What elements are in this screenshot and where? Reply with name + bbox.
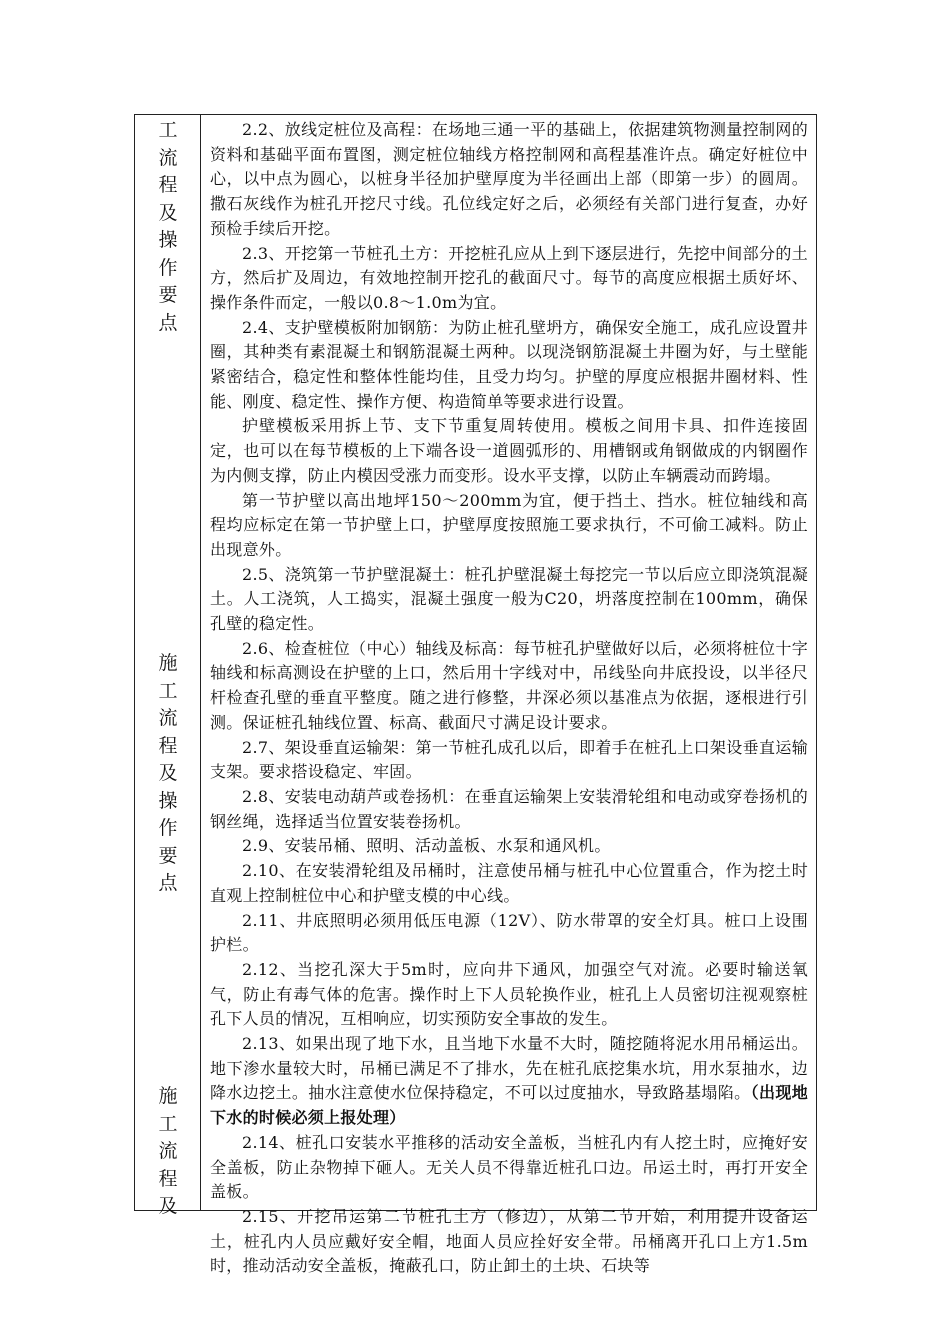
label-char: 作	[158, 256, 178, 279]
section-label-column	[135, 115, 201, 1217]
paragraph-2-14: 2.14、桩孔口安装水平推移的活动安全盖板，当桩孔内有人挖土时，应掩好安全盖板，防止杂物掉下砸人。无关人员不得靠近桩孔口边。吊运土时，再打开安全盖板。	[210, 1132, 808, 1202]
paragraph-2-12: 2.12、当挖孔深大于5m时，应向井下通风，加强空气对流。必要时输送氧气，防止有毒气体的危害。操作时上下人员轮换作业，桩孔上人员密切注视观察桩孔下人员的情况，互相响应，切实预防安全事故的发生。	[210, 959, 808, 1029]
label-char: 及	[158, 201, 178, 224]
paragraph-2-2: 2.2、放线定桩位及高程：在场地三通一平的基础上，依据建筑物测量控制网的资料和基础平面布置图，测定桩位轴线方格控制网和高程基准许点。确定好桩位中心，以中点为圆心，以桩身半径加护壁厚度为半径画出上部（即第一步）的圆周。撒石灰线作为桩孔开挖尺寸线。孔位线定好之后，必须经有关部门进行复查，办好预检手续后开挖。	[210, 120, 808, 238]
label-char: 点	[158, 872, 178, 894]
paragraph-formwork: 护壁模板采用拆上节、支下节重复周转使用。模板之间用卡具、扣件连接固定，也可以在每节模板的上下端各设一道圆弧形的、用槽钢或角钢做成的内钢圈作为内侧支撑，防止内模因受涨力而变形。设水平支撑，以防止车辆震动而跨塌。	[210, 416, 808, 485]
paragraph-2-6: 2.6、检查桩位（中心）轴线及标高：每节桩孔护壁做好以后，必须将桩位十字轴线和标高测设在护壁的上口，然后用十字线对中，吊线坠向井底投设，以半径尺杆检查孔壁的垂直平整度。随之进行修整，井深必须以基准点为依据，逐根进行引测。保证桩孔轴线位置、标高、截面尺寸满足设计要求。	[210, 638, 808, 732]
label-char: 要	[158, 844, 178, 867]
label-char: 程	[158, 734, 178, 757]
label-char: 流	[158, 1140, 178, 1162]
section-label-middle	[135, 650, 201, 898]
label-char: 要	[158, 284, 178, 306]
section-label-bottom	[135, 1083, 201, 1221]
label-char: 施	[158, 1085, 178, 1107]
label-char: 工	[158, 119, 178, 141]
paragraph-2-4: 2.4、支护壁模板附加钢筋：为防止桩孔壁坍方，确保安全施工，成孔应设置井圈，其种类有素混凝土和钢筋混凝土两种。以现浇钢筋混凝土井圈为好，与土壁能紧密结合，稳定性和整体性能均佳，且受力均匀。护壁的厚度应根据井圈材料、性能、刚度、稳定性、操作方便、构造简单等要求进行设置。	[210, 317, 808, 411]
paragraph-2-8: 2.8、安装电动葫芦或卷扬机：在垂直运输架上安装滑轮组和电动或穿卷扬机的钢丝绳，选择适当位置安装卷扬机。	[210, 786, 808, 831]
paragraph-first-wall: 第一节护壁以高出地坪150～200mm为宜，便于挡土、挡水。桩位轴线和高程均应标定在第一节护壁上口，护壁厚度按照施工要求执行，不可偷工减料。防止出现意外。	[210, 490, 808, 559]
paragraph-2-9: 2.9、安装吊桶、照明、活动盖板、水泵和通风机。	[242, 836, 611, 856]
paragraph-2-13-bold-note: （出现地下水的时候必须上报处理）	[210, 1083, 809, 1128]
paragraph-2-13	[210, 1032, 808, 1131]
label-char: 作	[158, 817, 178, 839]
paragraph-2-10: 2.10、在安装滑轮组及吊桶时，注意使吊桶与桩孔中心位置重合，作为挖土时直观上控制桩位中心和护壁支模的中心线。	[210, 861, 808, 905]
content-column	[201, 115, 816, 1276]
construction-table	[134, 114, 817, 1276]
label-char: 点	[158, 311, 178, 334]
label-char: 程	[158, 1167, 178, 1190]
paragraph-2-15: 2.15、开挖吊运第二节桩孔土方（修边），从第二节开始，利用提升设备运土，桩孔内人员应戴好安全帽，地面人员应拴好安全带。吊桶离开孔口上方1.5m时，推动活动安全盖板，掩蔽孔口，防止卸土的土块、石块等	[210, 1206, 808, 1276]
label-char: 操	[158, 229, 178, 251]
label-char: 操	[158, 789, 178, 812]
label-char: 及	[158, 1195, 178, 1217]
paragraph-2-5: 2.5、浇筑第一节护壁混凝土：桩孔护壁混凝土每挖完一节以后应立即浇筑混凝土。人工浇筑，人工捣实，混凝土强度一般为C20，坍落度控制在100mm，确保孔壁的稳定性。	[210, 564, 808, 634]
label-char: 流	[158, 707, 178, 729]
paragraph-2-13-text: 2.13、如果出现了地下水，且当地下水量不大时，随挖随将泥水用吊桶运出。地下渗水量较大时，吊桶已满足不了排水，先在桩孔底挖集水坑，用水泵抽水，边降水边挖土。抽水注意使水位保持稳定，不可以过度抽水，导致路基塌陷。	[210, 1034, 808, 1103]
label-char: 工	[158, 1112, 178, 1135]
label-char: 程	[158, 174, 178, 196]
label-char: 工	[158, 679, 178, 702]
label-char: 流	[158, 146, 178, 169]
paragraph-2-3: 2.3、开挖第一节桩孔土方：开挖桩孔应从上到下逐层进行，先挖中间部分的土方，然后扩及周边，有效地控制开挖孔的截面尺寸。每节的高度应根据土质好坏、操作条件而定，一般以0.8～1.0m为宜。	[210, 243, 808, 312]
paragraph-2-7: 2.7、架设垂直运输架：第一节桩孔成孔以后，即着手在桩孔上口架设垂直运输支架。要求搭设稳定、牢固。	[210, 737, 808, 782]
paragraph-2-11: 2.11、井底照明必须用低压电源（12V）、防水带罩的安全灯具。桩口上设围护栏。	[210, 910, 808, 955]
label-char: 施	[158, 652, 178, 674]
section-label-top	[135, 117, 201, 337]
label-char: 及	[158, 762, 178, 784]
